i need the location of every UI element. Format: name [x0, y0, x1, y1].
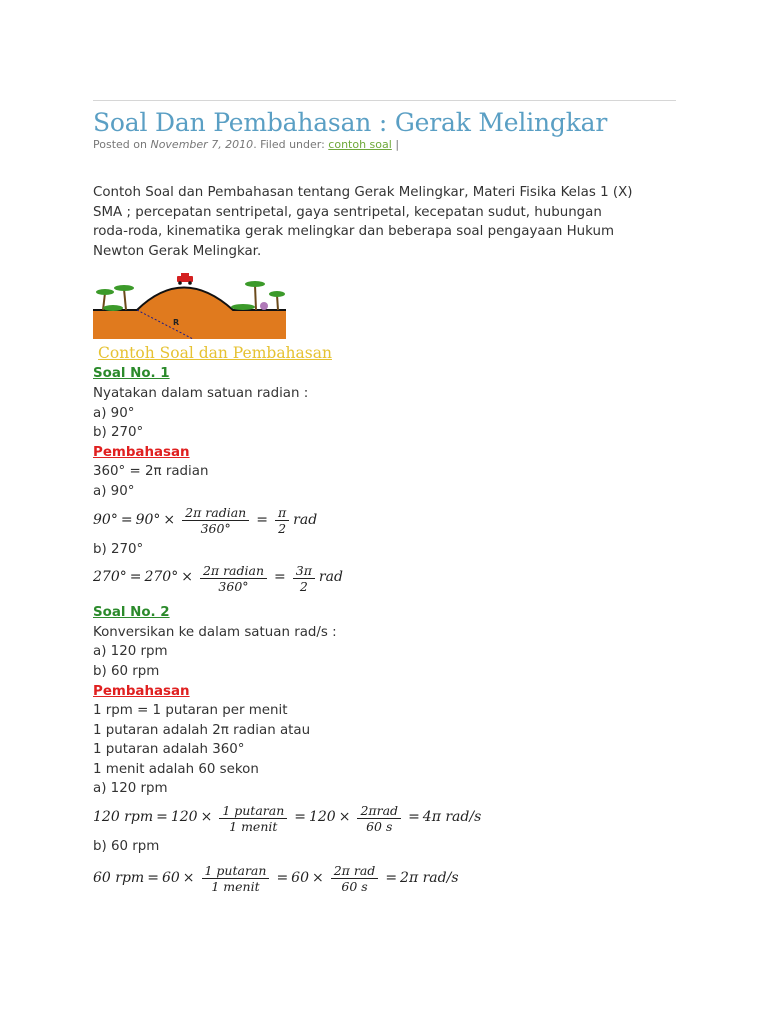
answer-2-fact: 1 putaran adalah 360°	[93, 742, 245, 758]
eq-term: 270°	[93, 569, 127, 586]
eq-fraction	[182, 505, 249, 536]
question-2-option-b: b) 60 rpm	[93, 663, 160, 679]
post-date: November 7, 2010	[150, 138, 254, 151]
denominator: 360°	[218, 578, 249, 594]
eq-fraction	[202, 863, 270, 894]
denominator: 2	[278, 521, 287, 537]
intro-paragraph	[93, 183, 683, 261]
denominator: 1 menit	[229, 818, 278, 834]
eq-operator: ×	[200, 809, 213, 826]
header-divider	[93, 100, 676, 101]
eq-term: 60 rpm	[93, 869, 145, 886]
answer-2-heading: Pembahasan	[93, 683, 190, 699]
post-title[interactable]: Soal Dan Pembahasan : Gerak Melingkar	[93, 108, 608, 137]
denominator: 360°	[200, 521, 231, 537]
eq-fraction	[219, 803, 287, 834]
filed-under-label: . Filed under:	[253, 138, 325, 151]
question-2-prompt: Konversikan ke dalam satuan rad/s :	[93, 624, 337, 640]
eq-result: 4π rad/s	[422, 809, 482, 826]
section-title: Contoh Soal dan Pembahasan	[98, 344, 332, 363]
denominator: 2	[299, 578, 308, 594]
denominator: 60 s	[366, 818, 393, 834]
numerator: 3π	[293, 563, 315, 579]
intro-line: Newton Gerak Melingkar.	[93, 243, 262, 259]
numerator: 2π radian	[200, 563, 267, 579]
numerator: π	[275, 505, 289, 521]
eq-operator: =	[256, 511, 268, 528]
eq-fraction	[293, 563, 315, 594]
eq-operator: =	[120, 511, 133, 528]
eq-operator: ×	[338, 809, 351, 826]
eq-operator: =	[274, 569, 286, 586]
category-link[interactable]: contoh soal	[328, 138, 392, 151]
eq-term: 120	[308, 809, 336, 826]
answer-1-a-label: a) 90°	[93, 483, 135, 499]
eq-fraction	[331, 863, 379, 894]
eq-operator: =	[276, 869, 289, 886]
question-1-option-a: a) 90°	[93, 405, 135, 421]
question-1-heading: Soal No. 1	[93, 366, 170, 382]
eq-term: 90°	[93, 511, 118, 528]
numerator: 1 putaran	[202, 863, 270, 879]
eq-operator: =	[129, 569, 142, 586]
eq-operator: ×	[181, 569, 193, 586]
question-2-heading: Soal No. 2	[93, 605, 170, 621]
question-1-prompt: Nyatakan dalam satuan radian :	[93, 385, 309, 401]
meta-separator: |	[395, 138, 400, 151]
eq-fraction	[200, 563, 267, 594]
eq-term: 60	[291, 869, 309, 886]
denominator: 1 menit	[211, 879, 260, 895]
answer-1-b-label: b) 270°	[93, 541, 144, 557]
equation-4	[93, 857, 683, 901]
eq-term: 60	[161, 869, 180, 886]
eq-operator: ×	[163, 511, 176, 528]
intro-line: SMA ; percepatan sentripetal, gaya sentripetal, kecepatan sudut, hubungan	[93, 204, 602, 220]
eq-operator: =	[147, 869, 159, 886]
radius-label: R	[173, 318, 180, 328]
answer-1-fact: 360° = 2π radian	[93, 464, 209, 480]
posted-on-label: Posted on	[93, 138, 147, 151]
equation-3	[93, 799, 683, 837]
intro-line: Contoh Soal dan Pembahasan tentang Gerak Melingkar, Materi Fisika Kelas 1 (X)	[93, 185, 633, 200]
eq-operator: =	[385, 869, 398, 886]
numerator: 1 putaran	[219, 803, 287, 819]
equation-1	[93, 502, 683, 540]
answer-2-a-label: a) 120 rpm	[93, 781, 168, 797]
eq-term: 90°	[135, 511, 161, 528]
answer-2-fact: 1 putaran adalah 2π radian atau	[93, 722, 311, 738]
numerator: 2π rad	[331, 863, 379, 879]
eq-unit: rad	[318, 569, 343, 586]
eq-result: 2π rad/s	[400, 869, 459, 886]
answer-1-heading: Pembahasan	[93, 444, 190, 460]
eq-operator: =	[408, 809, 420, 826]
eq-operator: =	[294, 809, 306, 826]
hill-car-illustration	[93, 273, 286, 339]
eq-term: 120 rpm	[93, 809, 154, 826]
eq-operator: ×	[182, 869, 195, 886]
post-content	[93, 183, 683, 901]
answer-2-fact: 1 rpm = 1 putaran per menit	[93, 703, 288, 719]
eq-operator: =	[156, 809, 168, 826]
equation-2	[93, 559, 683, 597]
eq-term: 270°	[144, 569, 179, 586]
question-2-option-a: a) 120 rpm	[93, 644, 168, 660]
denominator: 60 s	[341, 879, 368, 895]
eq-operator: ×	[312, 869, 324, 886]
post-meta	[93, 138, 399, 151]
eq-fraction	[275, 505, 289, 536]
eq-unit: rad	[293, 511, 318, 528]
intro-line: roda-roda, kinematika gerak melingkar dan beberapa soal pengayaan Hukum	[93, 224, 615, 240]
question-1-option-b: b) 270°	[93, 425, 144, 441]
answer-2-fact: 1 menit adalah 60 sekon	[93, 761, 259, 777]
eq-term: 120	[170, 809, 198, 826]
answer-2-b-label: b) 60 rpm	[93, 839, 160, 855]
eq-fraction	[357, 803, 401, 834]
numerator: 2π radian	[182, 505, 249, 521]
numerator: 2πrad	[357, 803, 401, 819]
